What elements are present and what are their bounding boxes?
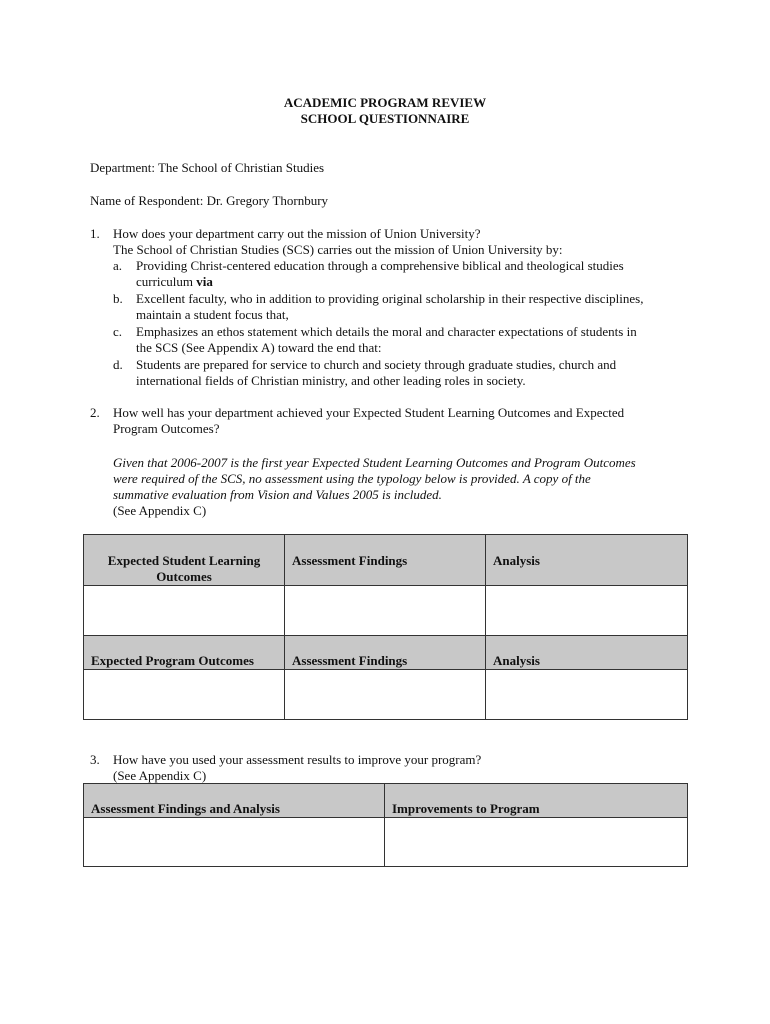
- list-item-b-line1: Excellent faculty, who in addition to providing original scholarship in their respective disciplines,: [136, 291, 644, 306]
- list-item-letter: c.: [113, 324, 123, 339]
- list-item-a-bold: via: [196, 274, 213, 289]
- question-3-appendix: (See Appendix C): [113, 768, 207, 783]
- header-cell-findings-analysis: Assessment Findings and Analysis: [84, 784, 385, 818]
- header-cell-analysis: Analysis: [486, 535, 688, 586]
- question-3-text: How have you used your assessment results to improve your program?: [113, 752, 482, 767]
- improvements-table: [83, 783, 688, 867]
- list-item-d-line1: Students are prepared for service to church and society through graduate studies, church and: [136, 357, 617, 372]
- list-item-a-plain: curriculum: [136, 274, 197, 289]
- header-cell-assessment-findings: Assessment Findings: [285, 535, 486, 586]
- question-1-text: How does your department carry out the mission of Union University?: [113, 226, 481, 241]
- question-2-note-line3: summative evaluation from Vision and Values 2005 is included.: [113, 487, 442, 502]
- outcomes-table: [83, 534, 688, 720]
- document-title-line2: SCHOOL QUESTIONNAIRE: [300, 111, 470, 126]
- header-cell-program-outcomes: Expected Program Outcomes: [84, 636, 285, 670]
- header-cell-improvements: Improvements to Program: [385, 784, 688, 818]
- question-2-line1: How well has your department achieved your Expected Student Learning Outcomes and Expected: [113, 405, 625, 420]
- question-2-appendix: (See Appendix C): [113, 503, 207, 518]
- list-item-letter: b.: [113, 291, 123, 306]
- respondent-line: Name of Respondent: Dr. Gregory Thornbury: [90, 193, 329, 208]
- table-cell: [486, 586, 688, 636]
- list-item-letter: d.: [113, 357, 123, 372]
- list-item-letter: a.: [113, 258, 123, 273]
- table-row: [84, 670, 688, 720]
- table-cell: [84, 818, 385, 867]
- list-item-c-line1: Emphasizes an ethos statement which details the moral and character expectations of students in: [136, 324, 637, 339]
- list-item-d-line2: international fields of Christian ministry, and other leading roles in society.: [136, 373, 526, 388]
- question-1-number: 1.: [90, 226, 100, 241]
- list-item-c-line2: the SCS (See Appendix A) toward the end that:: [136, 340, 382, 355]
- table-cell: [84, 586, 285, 636]
- table-cell: [285, 670, 486, 720]
- header-cell-student-outcomes: Expected Student Learning Outcomes: [84, 535, 285, 586]
- table-cell: [385, 818, 688, 867]
- table-cell: [84, 670, 285, 720]
- table-header-row: [84, 636, 688, 670]
- table-row: [84, 586, 688, 636]
- list-item-a-line1: Providing Christ-centered education through a comprehensive biblical and theological studies: [136, 258, 624, 273]
- table-cell: [486, 670, 688, 720]
- question-2-number: 2.: [90, 405, 100, 420]
- question-2-line2: Program Outcomes?: [113, 421, 220, 436]
- department-line: Department: The School of Christian Studies: [90, 160, 325, 175]
- question-2-note-line1: Given that 2006-2007 is the first year Expected Student Learning Outcomes and Program Outcomes: [113, 455, 636, 470]
- table-cell: [285, 586, 486, 636]
- document-title-line1: ACADEMIC PROGRAM REVIEW: [283, 95, 487, 110]
- table-header-row: [84, 784, 688, 818]
- question-2-note-line2: were required of the SCS, no assessment using the typology below is provided. A copy of the: [113, 471, 591, 486]
- header-cell-analysis: Analysis: [486, 636, 688, 670]
- list-item-a-line2: [136, 274, 213, 290]
- table-header-row: [84, 535, 688, 586]
- table-row: [84, 818, 688, 867]
- list-item-b-line2: maintain a student focus that,: [136, 307, 289, 322]
- question-3-number: 3.: [90, 752, 100, 767]
- question-1-intro: The School of Christian Studies (SCS) carries out the mission of Union University by:: [113, 242, 563, 257]
- header-cell-assessment-findings: Assessment Findings: [285, 636, 486, 670]
